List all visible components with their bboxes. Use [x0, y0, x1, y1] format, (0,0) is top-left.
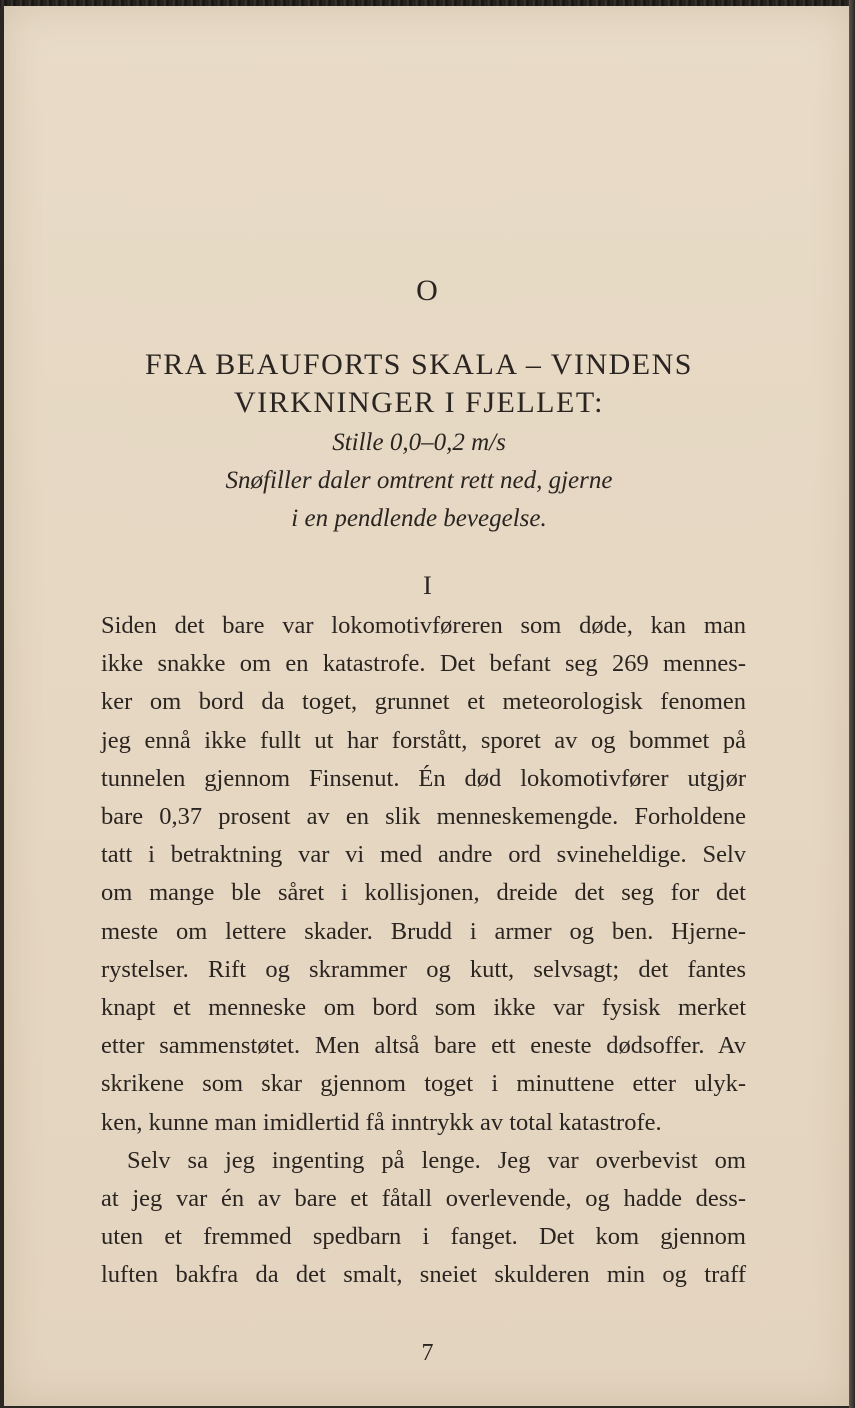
- chapter-number: O: [416, 274, 439, 307]
- epigraph-line-1: Stille 0,0–0,2 m/s: [332, 429, 506, 456]
- body-line: bare 0,37 prosent av en slik menneskemengde. Forholdene: [101, 803, 746, 831]
- body-line: skrikene som skar gjennom toget i minuttene etter ulyk-: [101, 1070, 746, 1098]
- chapter-heading: [64, 346, 774, 422]
- body-line: om mange ble såret i kollisjonen, dreide det seg for det: [101, 879, 746, 907]
- epigraph: [64, 424, 774, 538]
- body-line: jeg ennå ikke fullt ut har forstått, sporet av og bommet på: [101, 726, 746, 754]
- book-right-edge: [849, 0, 855, 1408]
- body-line: etter sammenstøtet. Men altså bare ett eneste dødsoffer. Av: [101, 1032, 746, 1060]
- body-line: meste om lettere skader. Brudd i armer og ben. Hjerne-: [101, 917, 746, 945]
- page-number: 7: [421, 1340, 434, 1366]
- body-line: luften bakfra da det smalt, sneiet skulderen min og traff: [101, 1261, 746, 1289]
- body-line: uten et fremmed spedbarn i fanget. Det kom gjennom: [101, 1223, 746, 1251]
- epigraph-line-3: i en pendlende bevegelse.: [291, 505, 547, 532]
- body-line: at jeg var én av bare et fåtall overlevende, og hadde dess-: [101, 1185, 746, 1213]
- heading-line-2: VIRKNINGER I FJELLET:: [234, 386, 604, 419]
- body-text: [101, 607, 746, 1295]
- body-line: rystelser. Rift og skrammer og kutt, selvsagt; det fantes: [101, 955, 746, 983]
- body-line: tunnelen gjennom Finsenut. Én død lokomotivfører utgjør: [101, 764, 746, 792]
- book-page: [4, 6, 851, 1406]
- body-line: Selv sa jeg ingenting på lenge. Jeg var overbevist om: [127, 1146, 746, 1174]
- body-line: ken, kunne man imidlertid få inntrykk av total katastrofe.: [101, 1108, 662, 1136]
- section-number: I: [423, 571, 432, 600]
- heading-line-1: FRA BEAUFORTS SKALA – VINDENS: [145, 348, 693, 381]
- body-line: ker om bord da toget, grunnet et meteorologisk fenomen: [101, 688, 746, 716]
- epigraph-line-2: Snøfiller daler omtrent rett ned, gjerne: [225, 467, 613, 494]
- body-line: Siden det bare var lokomotivføreren som døde, kan man: [101, 612, 746, 639]
- body-line: ikke snakke om en katastrofe. Det befant seg 269 mennes-: [101, 650, 746, 678]
- body-line: tatt i betraktning var vi med andre ord svineheldige. Selv: [101, 841, 746, 869]
- body-line: knapt et menneske om bord som ikke var fysisk merket: [101, 994, 746, 1022]
